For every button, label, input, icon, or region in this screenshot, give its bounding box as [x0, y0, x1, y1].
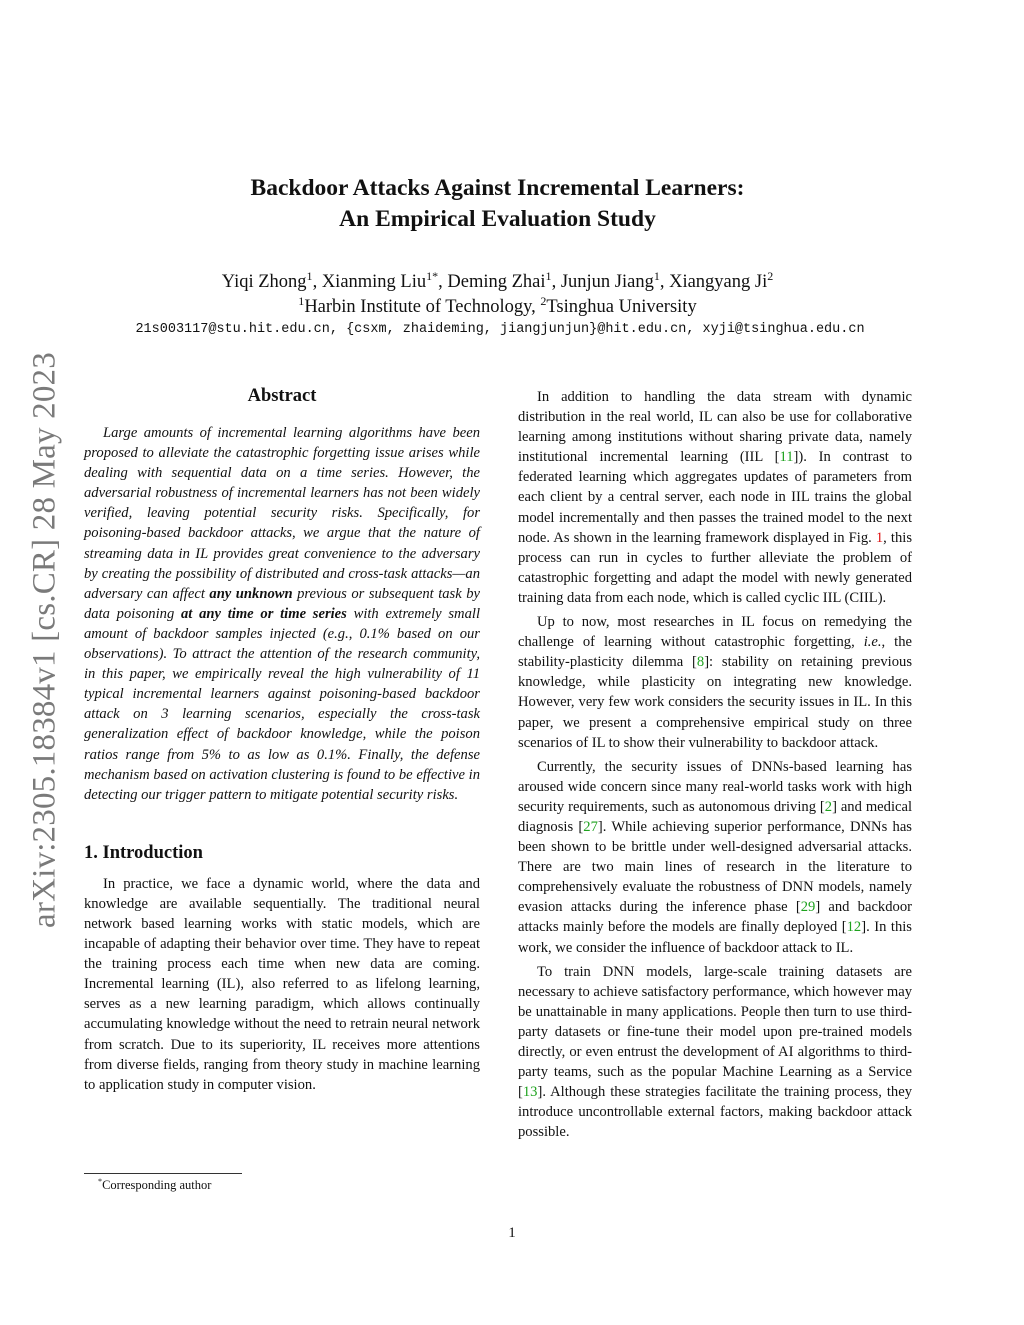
- author-block: [90, 270, 905, 320]
- title-line-1: Backdoor Attacks Against Incremental Learners:: [250, 175, 745, 201]
- intro-paragraph-1: In practice, we face a dynamic world, where the data and knowledge are available sequentially. The traditional neural network based learning works with static models, which are incapable of adapting their behavior over time. They have to repeat the training process each time when new data are coming. Incremental learning (IL), also referred to as lifelong learning, serves as a new learning paradigm, which allows continually accumulating knowledge without the need to retrain neural network from scratch. Due to its superiority, IL receives more attentions from diverse fields, ranging from theory study in machine learning to application study in computer vision.: [84, 875, 480, 1093]
- citation-link[interactable]: 29: [800, 899, 816, 916]
- intro-paragraph-3: Up to now, most researches in IL focus on remedying the challenge of learning without catastrophic forgetting, i.e., the stability-plasticity dilemma [8]: stability on retaining previous knowledge, while plasticity on integrating new knowledge. However, very few work considers the security issues in IL. In this paper, we present a comprehensive empirical study on three scenarios of IL to show their vulnerability to backdoor attack.: [518, 614, 912, 751]
- affiliation: Tsinghua University: [546, 297, 697, 317]
- emphasis: at any time or time series: [181, 605, 347, 622]
- emphasis: any unknown: [209, 585, 293, 602]
- arxiv-stamp-text: arXiv:2305.18384v1 [cs.CR] 28 May 2023: [26, 352, 63, 928]
- author-name: Deming Zhai: [447, 272, 546, 292]
- arxiv-stamp: [20, 345, 70, 935]
- citation-link[interactable]: 11: [779, 449, 794, 466]
- affiliations: [90, 295, 905, 320]
- paper-title: [90, 173, 905, 235]
- abstract-heading: Abstract: [247, 386, 317, 406]
- author-name: Yiqi Zhong: [221, 272, 307, 292]
- left-column: [84, 386, 480, 1099]
- author-name: Xiangyang Ji: [669, 272, 768, 292]
- footnote-text: Corresponding author: [102, 1178, 212, 1192]
- author-emails: 21s003117@stu.hit.edu.cn, {csxm, zhaideming, jiangjunjun}@hit.edu.cn, xyji@tsinghua.edu.cn: [135, 322, 865, 337]
- footnote: [98, 1178, 211, 1193]
- figure-link[interactable]: 1: [875, 529, 884, 546]
- footnote-rule: [84, 1173, 242, 1174]
- citation-link[interactable]: 27: [583, 818, 598, 835]
- affil-mark: 1: [545, 268, 552, 283]
- affil-mark: 1: [306, 268, 313, 283]
- title-line-2: An Empirical Evaluation Study: [339, 206, 656, 232]
- affiliation: Harbin Institute of Technology,: [304, 297, 541, 317]
- author-name: Junjun Jiang: [560, 272, 654, 292]
- citation-link[interactable]: 13: [522, 1084, 538, 1101]
- affil-mark: 1: [653, 268, 660, 283]
- affil-mark: 1: [426, 268, 433, 283]
- corresponding-mark: *: [432, 268, 439, 283]
- affil-mark: 2: [540, 293, 547, 308]
- intro-paragraph-4: Currently, the security issues of DNNs-based learning has aroused wide concern since many real-world tasks work with high security requirements, such as autonomous driving [2] and medical diagnosis [27]. While achieving superior performance, DNNs has been shown to be brittle under well-designed adversarial attacks. There are two main lines of research in the literature to comprehensively evaluate the robustness of DNN models, namely evasion attacks during the inference phase [29] and backdoor attacks mainly before the models are finally deployed [12]. In this work, we consider the influence of backdoor attack to IL.: [518, 758, 913, 956]
- citation-link[interactable]: 12: [846, 919, 862, 936]
- citation-link[interactable]: 8: [696, 654, 705, 671]
- section-heading-introduction: 1. Introduction: [84, 842, 203, 863]
- citation-link[interactable]: 2: [824, 798, 833, 815]
- footnote-mark: *: [98, 1176, 103, 1186]
- abstract-text: Large amounts of incremental learning algorithms have been proposed to alleviate the catastrophic forgetting issue arises while dealing with sequential data on a time series. However, the adversarial robustness of incremental learners has not been widely verified, leaving potential security risks. Specifically, for poisoning-based backdoor attacks, we argue that the nature of streaming data in IL provides great convenience to the adversary by creating the possibility of distributed and cross-task attacks—an adversary can affect any unknown previous or subsequent task by data poisoning at any time or time series with extremely small amount of backdoor samples injected (e.g., 0.1% based on our observations). To attract the attention of the research community, in this paper, we empirically reveal the high vulnerability of 11 typical incremental learners against poisoning-based backdoor attack on 3 learning scenarios, especially the cross-task generalization effect of backdoor knowledge, while the poison ratios range from 5% to as low as 0.1%. Finally, the defense mechanism based on activation clustering is found to be effective in detecting our trigger pattern to mitigate potential security risks.: [84, 425, 480, 803]
- author-list: Yiqi Zhong$^1$, Xianming Liu$^{1*}$, Deming Zhai$^1$, Junjun Jiang$^1$, Xiangyang Ji$^2$: [221, 268, 774, 292]
- affil-mark: 1: [298, 293, 305, 308]
- affil-mark: 2: [767, 268, 774, 283]
- page-number: 1: [508, 1225, 516, 1241]
- intro-paragraph-2: In addition to handling the data stream with dynamic distribution in the real world, IL can also be use for collaborative learning among institutions without sharing private data, namely institutional incremental learning (IIL [11]). In contrast to federated learning which aggregates updates of parameters from each client by a central server, each node in IIL trains the global model incrementally and then passes the trained model to the next node. As shown in the learning framework displayed in Fig. 1, this process can run in cycles to further alleviate the problem of catastrophic forgetting and adapt the model with newly generated training data from each node, which is called cyclic IIL (CIIL).: [518, 389, 912, 606]
- right-column: [518, 387, 912, 1146]
- author-name: Xianming Liu: [321, 272, 427, 292]
- intro-paragraph-5: To train DNN models, large-scale training datasets are necessary to achieve satisfactory performance, which however may be unattainable in many applications. People then turn to use third-party datasets or fine-tune their model upon pre-trained models directly, or even entrust the development of AI algorithms to third-party teams, such as the popular Machine Learning as a Service [13]. Although these strategies facilitate the training process, they introduce uncontrollable external factors, making backdoor attack possible.: [518, 963, 912, 1141]
